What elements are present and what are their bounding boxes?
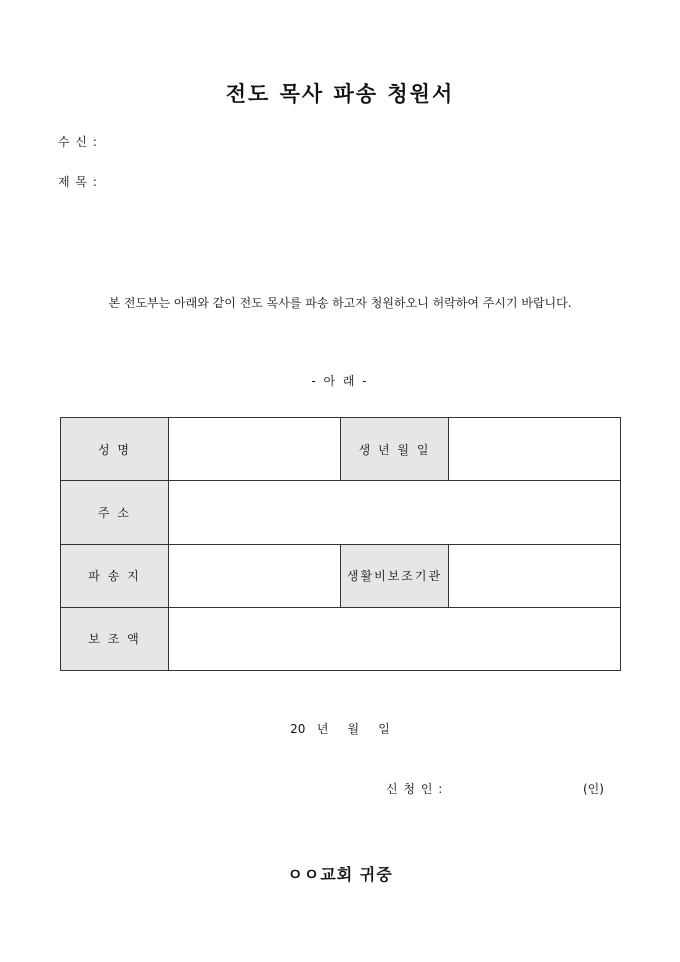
name-value-cell[interactable] bbox=[169, 418, 341, 481]
birthdate-label: 생 년 월 일 bbox=[341, 418, 449, 481]
recipient-label: 수 신 : bbox=[58, 135, 98, 149]
address-label: 주 소 bbox=[61, 481, 169, 544]
applicant-label: 신 청 인 : bbox=[386, 782, 444, 796]
table-row bbox=[61, 418, 621, 481]
application-form-table bbox=[60, 417, 621, 671]
address-value-cell[interactable] bbox=[169, 481, 621, 544]
section-marker: - 아 래 - bbox=[311, 374, 369, 388]
table-row bbox=[61, 544, 621, 607]
request-paragraph: 본 전도부는 아래와 같이 전도 목사를 파송 하고자 청원하오니 허락하여 주시기 바랍니다. bbox=[108, 296, 572, 310]
support-organization-value-cell[interactable] bbox=[449, 544, 621, 607]
document-title: 전도 목사 파송 청원서 bbox=[225, 81, 455, 106]
table-row bbox=[61, 607, 621, 670]
support-organization-label: 생활비보조기관 bbox=[341, 544, 449, 607]
name-label: 성 명 bbox=[61, 418, 169, 481]
dispatch-location-value-cell[interactable] bbox=[169, 544, 341, 607]
addressee: ㅇㅇ교회 귀중 bbox=[287, 865, 393, 884]
seal-mark: (인) bbox=[583, 782, 604, 796]
table-row bbox=[61, 481, 621, 544]
subsidy-amount-value-cell[interactable] bbox=[169, 607, 621, 670]
birthdate-value-cell[interactable] bbox=[449, 418, 621, 481]
subject-label: 제 목 : bbox=[58, 175, 98, 189]
date-line: 20 년 월 일 bbox=[290, 722, 390, 736]
subsidy-amount-label: 보 조 액 bbox=[61, 607, 169, 670]
dispatch-location-label: 파 송 지 bbox=[61, 544, 169, 607]
